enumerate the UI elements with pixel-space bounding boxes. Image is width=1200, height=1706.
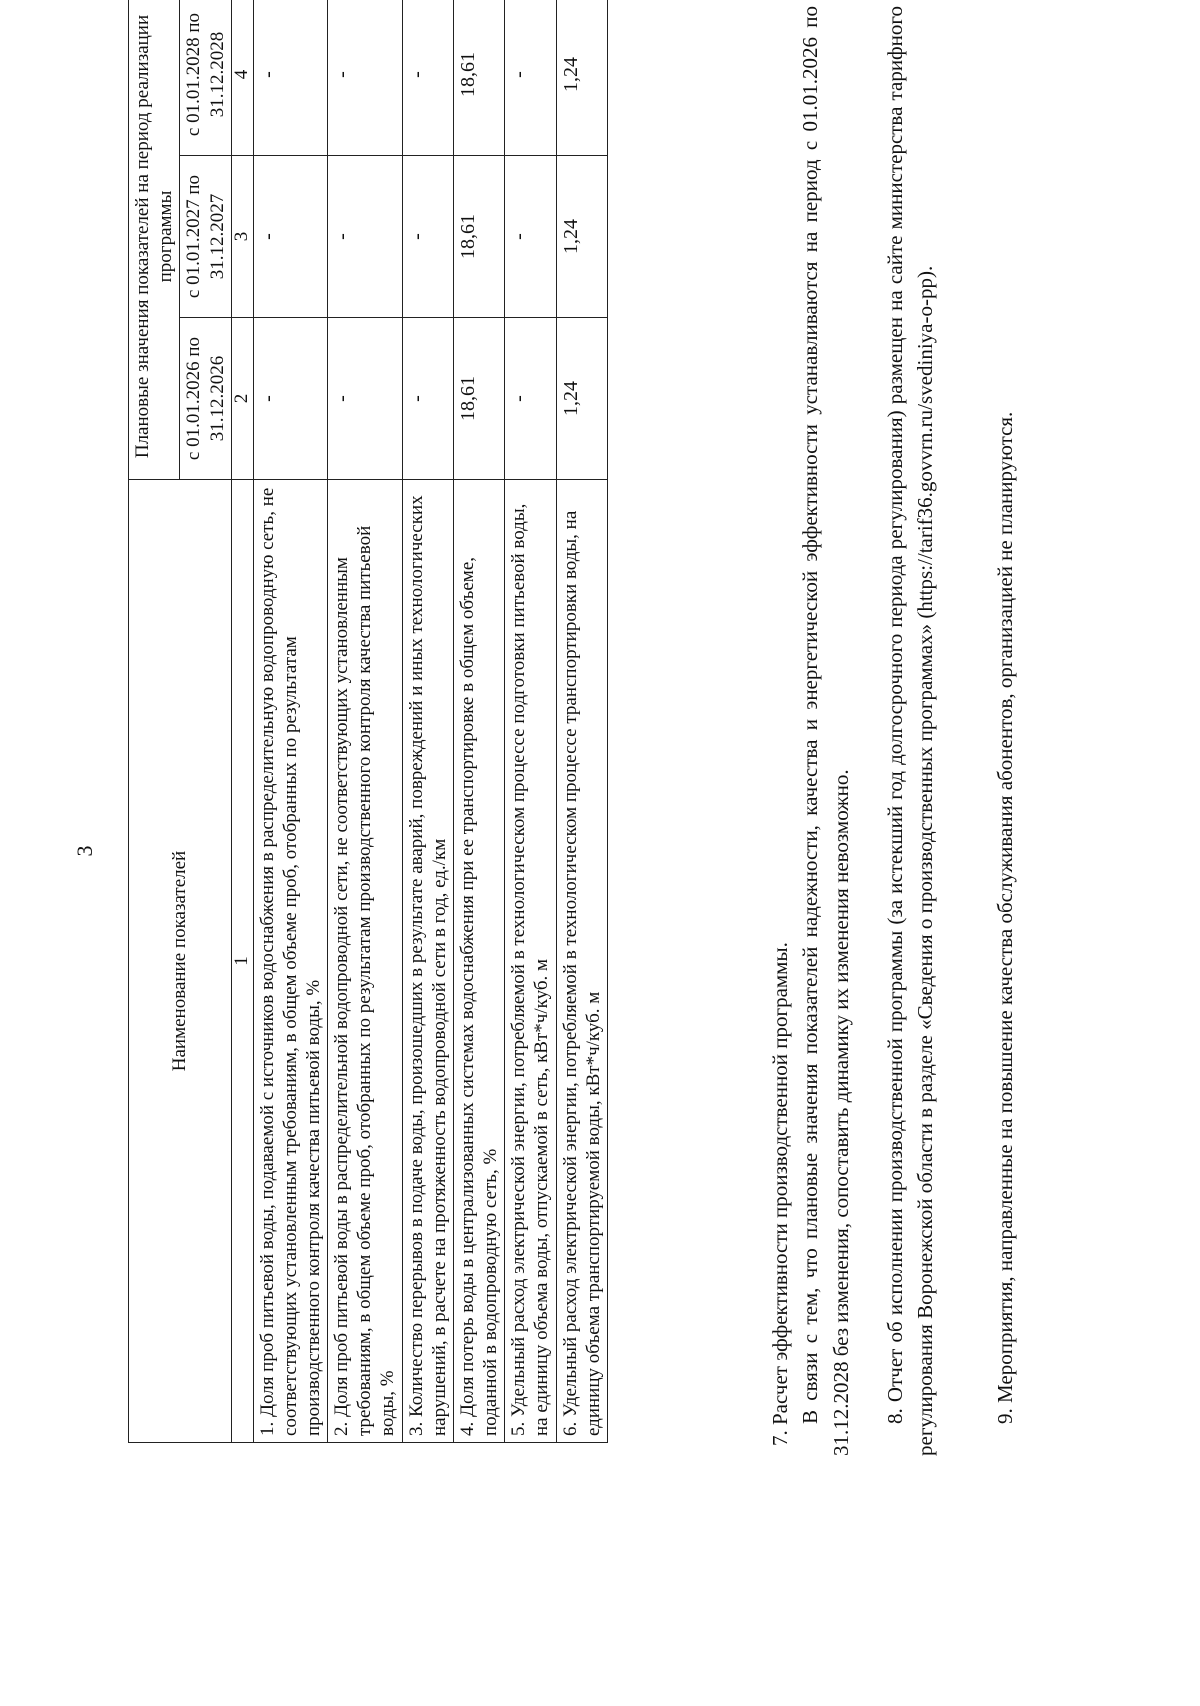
- indicator-value: -: [402, 318, 453, 480]
- indicator-value: -: [253, 156, 328, 318]
- indicator-name: 4. Доля потерь воды в централизованных системах водоснабжения при ее транспортировке в общем объеме, поданной в водопроводную сеть, %: [453, 480, 504, 1443]
- indicator-value: -: [505, 0, 556, 156]
- column-number: 2: [231, 318, 253, 480]
- indicator-name: 6. Удельный расход электрической энергии, потребляемой в технологическом процессе транспортировки воды, на единицу объема транспортируемой воды, кВт*ч/куб. м: [556, 480, 607, 1443]
- section-9-text: 9. Мероприятия, направленные на повышение качества обслуживания абонентов, организацией не планируются.: [993, 411, 1017, 1424]
- table-row: [253, 0, 328, 1443]
- section-8-text: 8. Отчет об исполнении производственной программы (за истекший год долгосрочного периода регулирования) размещен на сайте министерства тарифного регулирования Воронежской области в разделе «Сведения о производственных программах» (https://tarif36.govvrn.ru/svediniya-o-pp).: [883, 6, 938, 1456]
- period-header: с 01.01.2028 по 31.12.2028: [180, 0, 231, 156]
- section-8: [880, 6, 941, 1456]
- indicator-value: -: [328, 156, 403, 318]
- indicator-value: -: [402, 156, 453, 318]
- table-row: [402, 0, 453, 1443]
- table-row: [505, 0, 556, 1443]
- indicators-table: [128, 0, 608, 1443]
- column-number: 1: [231, 480, 253, 1443]
- indicator-value: -: [253, 0, 328, 156]
- column-header-group: Плановые значения показателей на период реализации программы: [129, 0, 180, 480]
- table-row: [453, 0, 504, 1443]
- indicator-value: -: [402, 0, 453, 156]
- section-7-title: 7. Расчет эффективности производственной программы.: [768, 942, 792, 1446]
- period-header: с 01.01.2026 по 31.12.2026: [180, 318, 231, 480]
- indicator-name: 3. Количество перерывов в подаче воды, произошедших в результате аварий, повреждений и иных технологических нарушений, в расчете на протяженность водопроводной сети в год, ед./км: [402, 480, 453, 1443]
- column-numbers-row: [231, 0, 253, 1443]
- indicator-value: -: [328, 0, 403, 156]
- period-header: с 01.01.2027 по 31.12.2027: [180, 156, 231, 318]
- table-row: [556, 0, 607, 1443]
- indicator-name: 5. Удельный расход электрической энергии, потребляемой в технологическом процессе подготовки питьевой воды, на единицу объема воды, отпускаемой в сеть, кВт*ч/куб. м: [505, 480, 556, 1443]
- indicator-name: 2. Доля проб питьевой воды в распределительной водопроводной сети, не соответствующих установленным требованиям, в общем объеме проб, отобранных по результатам производственного контроля качества питьевой воды, %: [328, 480, 403, 1443]
- indicator-value: -: [253, 318, 328, 480]
- section-7: [765, 6, 856, 1456]
- indicator-value: 18,61: [453, 156, 504, 318]
- indicator-value: 18,61: [453, 318, 504, 480]
- indicator-value: -: [505, 318, 556, 480]
- indicator-value: 1,24: [556, 156, 607, 318]
- column-header-name: Наименование показателей: [129, 480, 232, 1443]
- indicator-value: -: [328, 318, 403, 480]
- page-number: 3: [72, 845, 97, 857]
- indicator-value: 18,61: [453, 0, 504, 156]
- table-header-row: [129, 0, 180, 1443]
- column-number: 3: [231, 156, 253, 318]
- indicator-name: 1. Доля проб питьевой воды, подаваемой с источников водоснабжения в распределительную водопроводную сеть, не соответствующих установленным требованиям, в общем объеме проб, отобранных по результатам производственного контроля качества питьевой воды, %: [253, 480, 328, 1443]
- column-number: 4: [231, 0, 253, 156]
- section-9: [990, 6, 1020, 1456]
- indicator-value: 1,24: [556, 0, 607, 156]
- table-row: [328, 0, 403, 1443]
- indicator-value: 1,24: [556, 318, 607, 480]
- indicator-value: -: [505, 156, 556, 318]
- section-7-text: В связи с тем, что плановые значения показателей надежности, качества и энергетической эффективности устанавливаются на период с 01.01.2026 по 31.12.2028 без изменения, сопоставить динамику их изменения невозможно.: [798, 6, 853, 1456]
